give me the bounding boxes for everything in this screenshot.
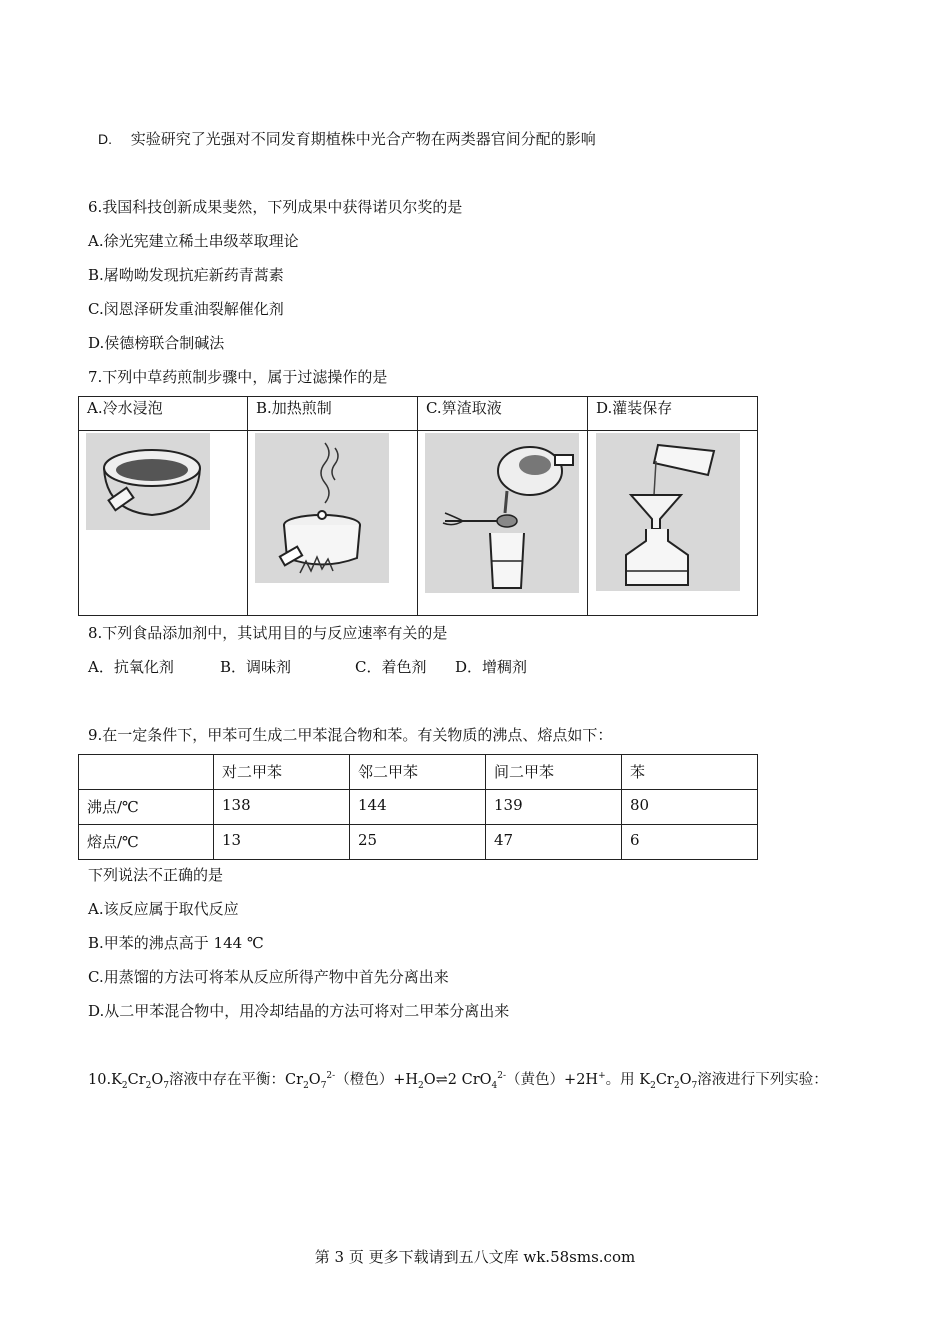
q10-sup: 2- [326, 1071, 336, 1082]
q9-row-label-boiling: 沸点/℃ [79, 790, 214, 825]
q9-option-a: A.该反应属于取代反应 [88, 900, 239, 918]
q5-option-d [98, 128, 596, 149]
q9-cell: 144 [350, 790, 486, 825]
q10-text: O [308, 1072, 321, 1088]
q6-option-d: D.侯德榜联合制碱法 [88, 334, 225, 352]
q9-cell: 25 [350, 825, 486, 860]
q10-text: （黄色）+2H [506, 1072, 599, 1088]
page-footer: 第 3 页 更多下载请到五八文库 wk.58sms.com [314, 1248, 636, 1266]
q7-option-a-label: A.冷水浸泡 [79, 397, 248, 431]
q10-text: 。用 K [605, 1072, 651, 1088]
q10-text: O [423, 1072, 436, 1088]
q6-option-c: C.闵恩泽研发重油裂解催化剂 [88, 300, 284, 318]
q9-header-m-xylene: 间二甲苯 [486, 755, 622, 790]
q9-stem: 9.在一定条件下，甲苯可生成二甲苯混合物和苯。有关物质的沸点、熔点如下： [88, 726, 613, 744]
q8-stem: 8.下列食品添加剂中，其试用目的与反应速率有关的是 [88, 624, 448, 642]
q10-sub: 2 [121, 1080, 128, 1091]
q7-option-c-label: C.箅渣取液 [417, 397, 587, 431]
q10-stem [88, 1068, 828, 1091]
q6-option-a: A.徐光宪建立稀土串级萃取理论 [88, 232, 299, 250]
q10-sup: 2- [497, 1071, 507, 1082]
q10-sub: 2 [303, 1080, 309, 1091]
q10-sub: 2 [145, 1080, 152, 1091]
q9-question: 下列说法不正确的是 [88, 866, 224, 884]
q9-cell: 139 [486, 790, 622, 825]
q10-sub: 7 [163, 1080, 170, 1091]
q5-option-d-text: 实验研究了光强对不同发育期植株中光合产物在两类器官间分配的影响 [130, 130, 596, 148]
q9-cell: 6 [622, 825, 758, 860]
q7-option-b-label: B.加热煎制 [248, 397, 418, 431]
q10-text: 溶液中存在平衡： [169, 1072, 286, 1088]
q9-cell: 138 [214, 790, 350, 825]
q9-option-b: B.甲苯的沸点高于 144 ℃ [88, 934, 264, 952]
q8-option-a: A．抗氧化剂 [88, 658, 174, 676]
q9-data-table [78, 754, 758, 860]
q8-option-d: D．增稠剂 [455, 658, 528, 676]
q10-text: Cr [127, 1072, 146, 1088]
q9-header-empty [79, 755, 214, 790]
q10-sub: 2 [650, 1080, 656, 1091]
q10-number: 10. [88, 1072, 112, 1088]
soaking-pot-figure [86, 433, 210, 530]
q9-header-o-xylene: 邻二甲苯 [350, 755, 486, 790]
q10-text: （橙色）+H [335, 1072, 418, 1088]
q9-option-d: D.从二甲苯混合物中，用冷却结晶的方法可将对二甲苯分离出来 [88, 1002, 510, 1020]
q10-sub: 4 [491, 1080, 498, 1091]
q10-sup: + [598, 1071, 606, 1082]
q7-option-d-label: D.灌装保存 [587, 397, 757, 431]
q6-stem: 6.我国科技创新成果斐然，下列成果中获得诺贝尔奖的是 [88, 198, 463, 216]
q9-cell: 47 [486, 825, 622, 860]
q10-sub: 7 [320, 1080, 327, 1091]
straining-figure [425, 433, 579, 593]
q10-text: Cr [655, 1072, 674, 1088]
q9-cell: 13 [214, 825, 350, 860]
q9-header-benzene: 苯 [622, 755, 758, 790]
q10-text: K [111, 1072, 122, 1088]
q10-sub: 7 [691, 1080, 698, 1091]
q10-text: Cr [285, 1072, 304, 1088]
q9-option-c: C.用蒸馏的方法可将苯从反应所得产物中首先分离出来 [88, 968, 449, 986]
q10-sub: 2 [418, 1080, 424, 1091]
q9-row-label-melting: 熔点/℃ [79, 825, 214, 860]
boiling-pot-figure [255, 433, 389, 583]
q7-stem: 7.下列中草药煎制步骤中，属于过滤操作的是 [88, 368, 388, 386]
q8-option-b: B．调味剂 [220, 658, 292, 676]
q6-option-b: B.屠呦呦发现抗疟新药青蒿素 [88, 266, 284, 284]
q10-text: O [679, 1072, 692, 1088]
q10-equilibrium: ⇌2 CrO [435, 1072, 492, 1088]
q5-option-d-label: D. [98, 131, 112, 147]
bottling-figure [596, 433, 740, 591]
q8-option-c: C．着色剂 [355, 658, 427, 676]
q10-text: 溶液进行下列实验： [697, 1072, 828, 1088]
q10-sub: 2 [673, 1080, 680, 1091]
q9-header-p-xylene: 对二甲苯 [214, 755, 350, 790]
q10-text: O [151, 1072, 164, 1088]
q9-cell: 80 [622, 790, 758, 825]
